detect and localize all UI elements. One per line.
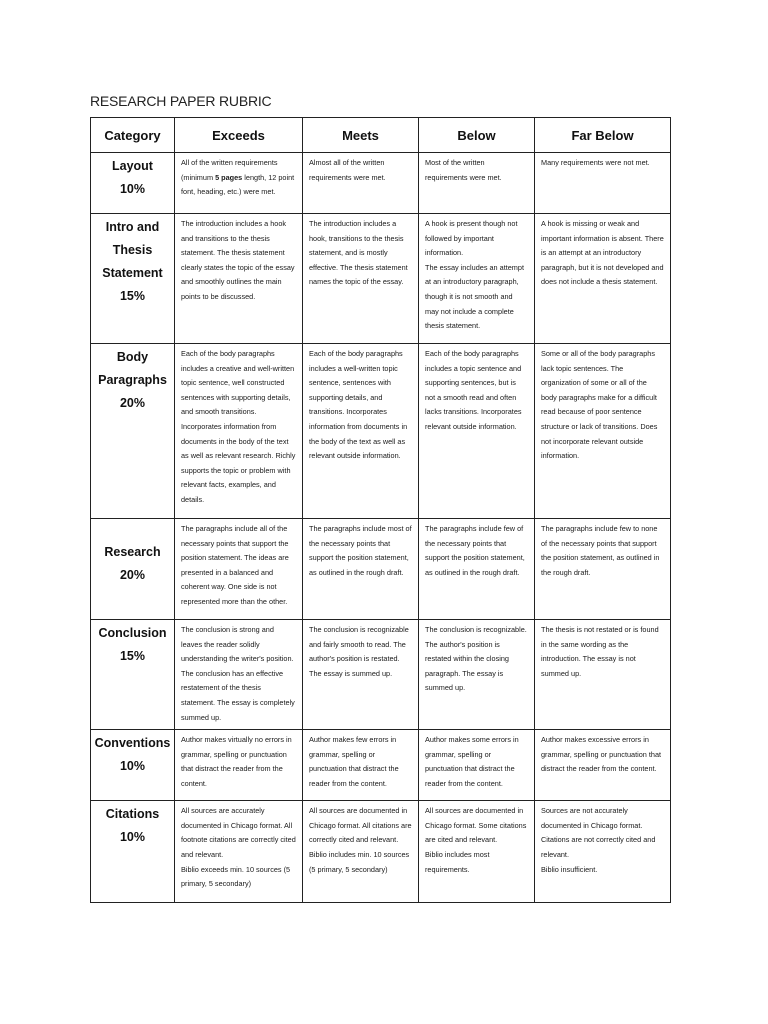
- category-weight: 10%: [119, 182, 146, 196]
- category-cell: [91, 153, 175, 214]
- category-cell: [91, 801, 175, 903]
- category-label: Paragraphs: [98, 373, 167, 387]
- category-label: Research: [104, 545, 161, 559]
- meets-cell: The paragraphs include most of the necessary points that support the position statement, as outlined in the rough draft.: [303, 519, 419, 620]
- document-title: RESEARCH PAPER RUBRIC: [90, 93, 272, 109]
- row-body-paragraphs: [91, 344, 671, 519]
- category-cell: [91, 214, 175, 344]
- category-cell: [91, 519, 175, 620]
- exceeds-cell: The paragraphs include all of the necessary points that support the position statement. The ideas are presented in a balanced and coherent way. One side is not represented more than the other.: [175, 519, 303, 620]
- header-exceeds: Exceeds: [175, 118, 303, 153]
- category-label: Statement: [102, 266, 163, 280]
- exceeds-cell: The conclusion is strong and leaves the reader solidly understanding the writer's position. The conclusion has an effective restatement of the thesis statement. The essay is completely summed up.: [175, 620, 303, 730]
- meets-cell: Each of the body paragraphs includes a well-written topic sentence, sentences with supporting details, and transitions. Incorporates information from documents in the body of the text as well as relevant outside information.: [303, 344, 419, 519]
- category-label: Layout: [112, 159, 153, 173]
- exceeds-cell: Each of the body paragraphs includes a creative and well-written topic sentence, well constructed sentences with supporting details, and smooth transitions. Incorporates information from documents in the body of the text as well as relevant research. Richly supports the topic or problem with relevant facts, examples, and details.: [175, 344, 303, 519]
- below-cell: Author makes some errors in grammar, spelling or punctuation that distract the reader from the content.: [419, 730, 535, 801]
- header-row: [91, 118, 671, 153]
- below-cell: The conclusion is recognizable. The author's position is restated within the closing paragraph. The essay is summed up.: [419, 620, 535, 730]
- row-citations: [91, 801, 671, 903]
- meets-cell: The conclusion is recognizable and fairly smooth to read. The author's position is restated. The essay is summed up.: [303, 620, 419, 730]
- category-label: Conventions: [94, 736, 171, 751]
- header-below: Below: [419, 118, 535, 153]
- category-cell: [91, 620, 175, 730]
- row-research: [91, 519, 671, 620]
- rubric-table: [90, 117, 671, 903]
- row-conventions: [91, 730, 671, 801]
- exceeds-cell: All sources are accurately documented in Chicago format. All footnote citations are correctly cited and relevant. Biblio exceeds min. 10 sources (5 primary, 5 secondary): [175, 801, 303, 903]
- category-weight: 10%: [119, 830, 146, 845]
- meets-cell: Almost all of the written requirements were met.: [303, 153, 419, 214]
- emphasis-text: 5 pages: [215, 172, 243, 182]
- header-far-below: Far Below: [535, 118, 671, 153]
- category-label: Intro and: [105, 220, 160, 234]
- header-meets: Meets: [303, 118, 419, 153]
- far-below-cell: Author makes excessive errors in grammar, spelling or punctuation that distract the reader from the content.: [535, 730, 671, 801]
- category-label: Citations: [105, 807, 160, 822]
- category-label: Thesis: [112, 243, 153, 257]
- category-cell: [91, 344, 175, 519]
- category-weight: 20%: [119, 396, 146, 410]
- far-below-cell: The thesis is not restated or is found in the same wording as the introduction. The essay is not summed up.: [535, 620, 671, 730]
- far-below-cell: Many requirements were not met.: [535, 153, 671, 214]
- exceeds-cell: Author makes virtually no errors in grammar, spelling or punctuation that distract the reader from the content.: [175, 730, 303, 801]
- category-label: Body: [116, 350, 149, 364]
- exceeds-cell: All of the written requirements (minimum 5 pages length, 12 point font, heading, etc.) were met.: [175, 153, 303, 214]
- exceeds-cell: The introduction includes a hook and transitions to the thesis statement. The thesis statement clearly states the topic of the essay and smoothly outlines the main points to be discussed.: [175, 214, 303, 344]
- far-below-cell: The paragraphs include few to none of the necessary points that support the position statement, as outlined in the rough draft.: [535, 519, 671, 620]
- meets-cell: Author makes few errors in grammar, spelling or punctuation that distract the reader from the content.: [303, 730, 419, 801]
- far-below-cell: Sources are not accurately documented in Chicago format. Citations are not correctly cited and relevant. Biblio insufficient.: [535, 801, 671, 903]
- far-below-cell: Some or all of the body paragraphs lack topic sentences. The organization of some or all of the body paragraphs make for a difficult read because of poor sentence structure or lack of transitions. Does not incorporate relevant outside information.: [535, 344, 671, 519]
- category-cell: [91, 730, 175, 801]
- below-cell: The paragraphs include few of the necessary points that support the position statement, as outlined in the rough draft.: [419, 519, 535, 620]
- header-category: Category: [91, 118, 175, 153]
- below-cell: Most of the written requirements were met.: [419, 153, 535, 214]
- row-intro-thesis: [91, 214, 671, 344]
- meets-cell: All sources are documented in Chicago format. All citations are correctly cited and relevant. Biblio includes min. 10 sources (5 primary, 5 secondary): [303, 801, 419, 903]
- below-cell: All sources are documented in Chicago format. Some citations are cited and relevant. Biblio includes most requirements.: [419, 801, 535, 903]
- row-layout: [91, 153, 671, 214]
- category-weight: 10%: [119, 759, 146, 774]
- category-weight: 20%: [119, 568, 146, 582]
- below-cell: A hook is present though not followed by important information. The essay includes an attempt at an introductory paragraph, though it is not smooth and may not include a complete thesis statement.: [419, 214, 535, 344]
- category-weight: 15%: [119, 289, 146, 303]
- far-below-cell: A hook is missing or weak and important information is absent. There is an attempt at an introductory paragraph, but it is not developed and does not include a thesis statement.: [535, 214, 671, 344]
- below-cell: Each of the body paragraphs includes a topic sentence and supporting sentences, but is not a smooth read and often lacks transitions. Incorporates relevant outside information.: [419, 344, 535, 519]
- meets-cell: The introduction includes a hook, transitions to the thesis statement, and is mostly effective. The thesis statement names the topic of the essay.: [303, 214, 419, 344]
- row-conclusion: [91, 620, 671, 730]
- category-weight: 15%: [119, 649, 146, 663]
- category-label: Conclusion: [98, 626, 167, 640]
